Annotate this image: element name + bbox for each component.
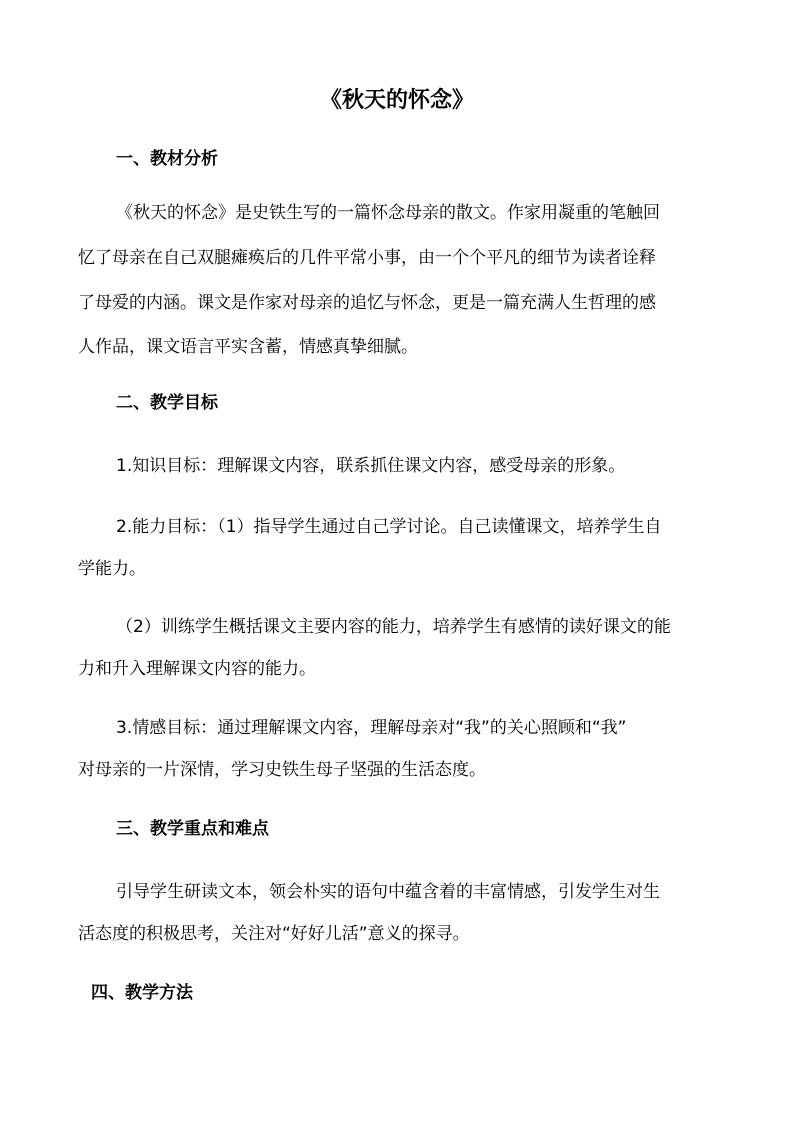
paragraph-line: 引导学生研读文本，领会朴实的语句中蕴含着的丰富情感，引发学生对生 xyxy=(116,882,660,902)
section-2-paragraph-4 xyxy=(78,716,718,786)
section-heading-1: 一、教材分析 xyxy=(116,149,218,169)
section-heading-3: 三、教学重点和难点 xyxy=(116,819,269,839)
section-heading-4: 四、教学方法 xyxy=(91,983,193,1003)
paragraph-line: 人作品，课文语言平实含蓄，情感真挚细腻。 xyxy=(78,337,418,357)
paragraph-line: 活态度的积极思考，关注对“好好儿活”意义的探寻。 xyxy=(78,924,470,944)
paragraph-line: 对母亲的一片深情，学习史铁生母子坚强的生活态度。 xyxy=(78,760,486,780)
section-3-paragraph-1 xyxy=(78,880,718,950)
section-2-paragraph-3 xyxy=(78,615,718,685)
paragraph-line: 《秋天的怀念》是史铁生写的一篇怀念母亲的散文。作家用凝重的笔触回 xyxy=(116,203,660,223)
paragraph-line: 忆了母亲在自己双腿瘫痪后的几件平常小事，由一个个平凡的细节为读者诠释 xyxy=(78,248,656,268)
paragraph-line: （2）训练学生概括课文主要内容的能力，培养学生有感情的读好课文的能 xyxy=(116,617,671,637)
section-1-paragraph-1 xyxy=(78,201,718,361)
paragraph-line: 2.能力目标：（1）指导学生通过自己学讨论。自己读懂课文，培养学生自 xyxy=(116,517,662,537)
section-2-paragraph-2 xyxy=(78,515,718,585)
paragraph-line: 了母爱的内涵。课文是作家对母亲的追忆与怀念，更是一篇充满人生哲理的感 xyxy=(78,293,656,313)
paragraph-line: 3.情感目标：通过理解课文内容，理解母亲对“我”的关心照顾和“我” xyxy=(116,718,627,738)
paragraph-line: 1.知识目标：理解课文内容，联系抓住课文内容，感受母亲的形象。 xyxy=(116,456,626,476)
paragraph-line: 学能力。 xyxy=(78,559,146,579)
section-heading-2: 二、教学目标 xyxy=(116,393,218,413)
paragraph-line: 力和升入理解课文内容的能力。 xyxy=(78,659,316,679)
document-title: 《秋天的怀念》 xyxy=(319,88,474,113)
